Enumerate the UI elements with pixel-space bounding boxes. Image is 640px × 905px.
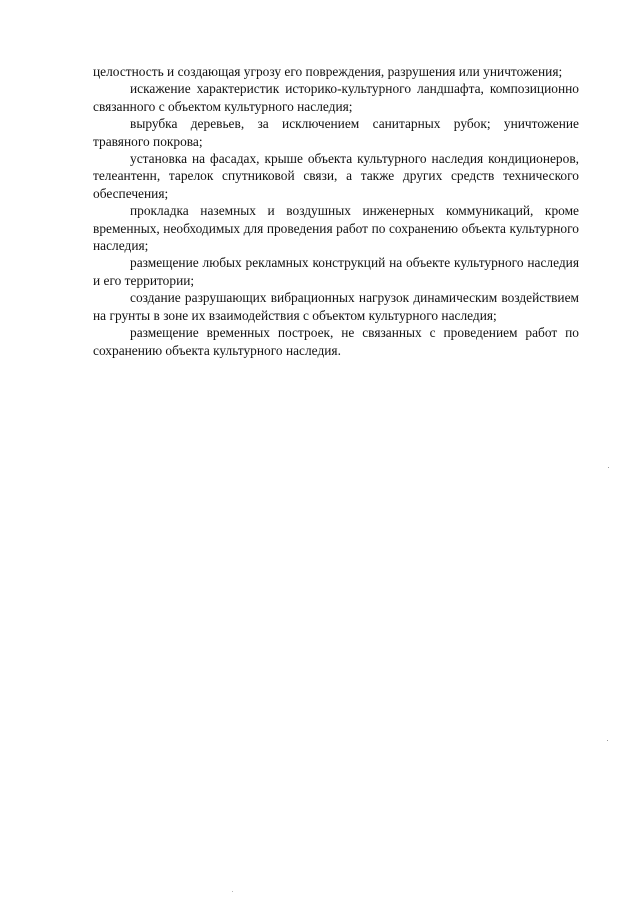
paragraph-temporary-buildings: размещение временных построек, не связанных с проведением работ по сохранению объекта культурного наследия. bbox=[93, 325, 579, 358]
paragraph-vibration-loads: создание разрушающих вибрационных нагрузок динамическим воздействием на грунты в зоне их взаимодействия с объектом культурного наследия; bbox=[93, 290, 579, 323]
paragraph-utility-laying: прокладка наземных и воздушных инженерных коммуникаций, кроме временных, необходимых для проведения работ по сохранению объекта культурного наследия; bbox=[93, 203, 579, 254]
paragraph-advertising: размещение любых рекламных конструкций на объекте культурного наследия и его территории; bbox=[93, 255, 579, 288]
paragraph-continuation: целостность и создающая угрозу его повреждения, разрушения или уничтожения; bbox=[93, 64, 563, 79]
document-body bbox=[93, 63, 579, 359]
scan-speck bbox=[608, 467, 609, 468]
paragraph-tree-felling: вырубка деревьев, за исключением санитарных рубок; уничтожение травяного покрова; bbox=[93, 116, 579, 149]
paragraph-equipment-installation: установка на фасадах, крыше объекта культурного наследия кондиционеров, телеантенн, тарелок спутниковой связи, а также других средств технического обеспечения; bbox=[93, 151, 579, 201]
paragraph-landscape-distortion: искажение характеристик историко-культурного ландшафта, композиционно связанного с объектом культурного наследия; bbox=[93, 81, 579, 114]
scan-speck bbox=[607, 740, 608, 741]
scan-speck bbox=[232, 891, 233, 892]
